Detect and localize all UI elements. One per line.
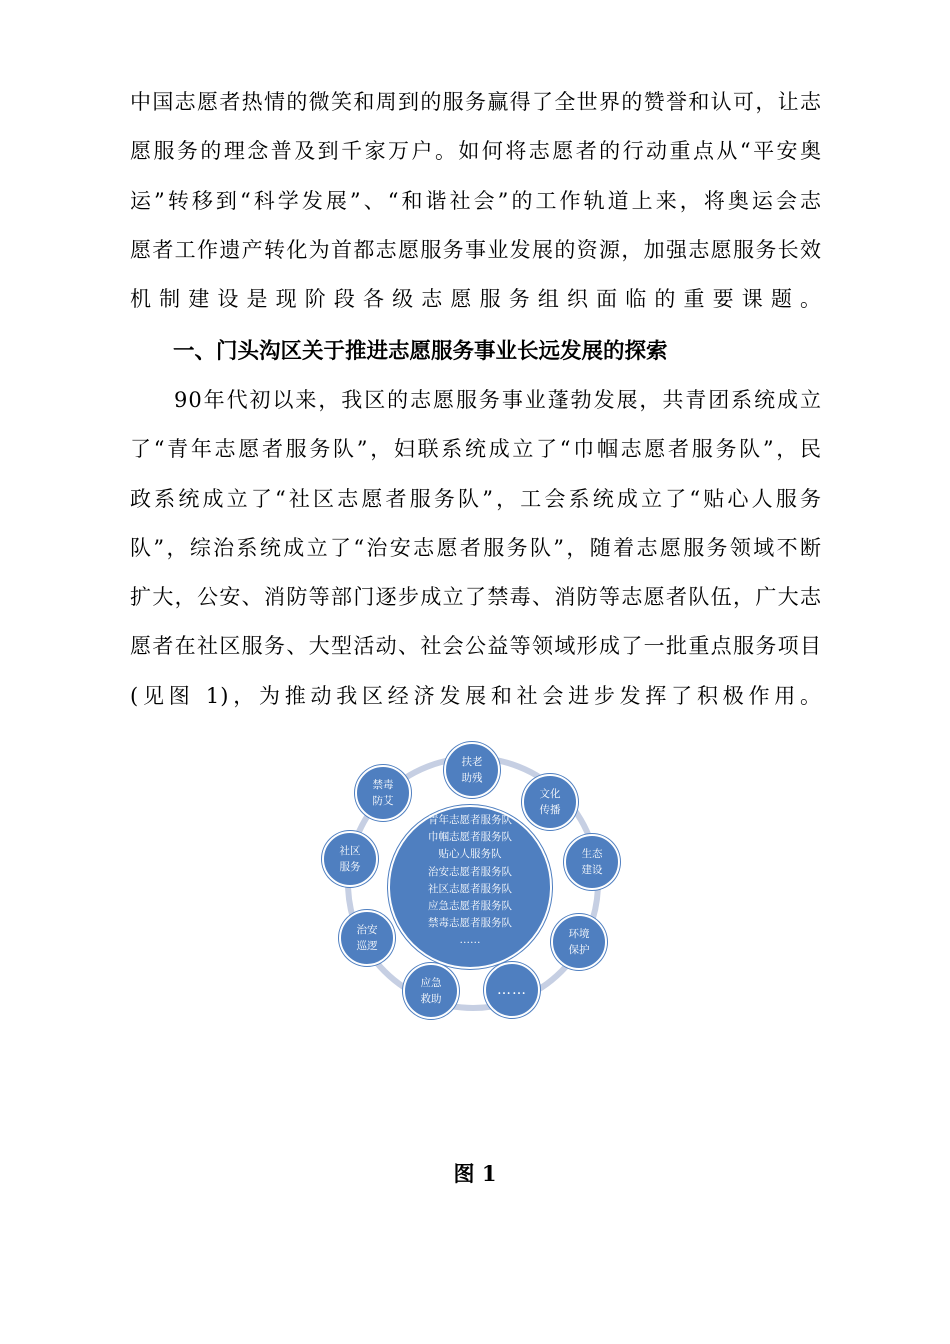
node-label: 救助 xyxy=(420,993,442,1005)
node-label: 禁毒 xyxy=(372,779,394,791)
paragraph-2 xyxy=(130,376,822,721)
node-label: 防艾 xyxy=(372,795,394,807)
text-line: 90年代初以来，我区的志愿服务事业蓬勃发展，共青团系统成立 xyxy=(174,388,822,412)
node-label: 助残 xyxy=(461,772,483,784)
section-heading: 一、门头沟区关于推进志愿服务事业长远发展的探索 xyxy=(173,339,668,364)
node-label: 文化 xyxy=(539,788,561,800)
text-line: 机制建设是现阶段各级志愿服务组织面临的重要课题。 xyxy=(130,287,822,312)
node-label: 生态 xyxy=(581,848,603,860)
node-jindu xyxy=(355,765,411,821)
node-label: 建设 xyxy=(581,864,603,876)
node-label: 巡逻 xyxy=(356,940,378,952)
text-line: 愿服务的理念普及到千家万户。如何将志愿者的行动重点从“平安奥 xyxy=(130,139,822,164)
center-line: 社区志愿者服务队 xyxy=(428,882,512,895)
text-line: 政系统成立了“社区志愿者服务队”，工会系统成立了“贴心人服务 xyxy=(130,486,822,511)
node-label: 社区 xyxy=(339,845,361,857)
center-line: …… xyxy=(459,934,481,947)
text-line: 队”，综治系统成立了“治安志愿者服务队”，随着志愿服务领域不断 xyxy=(130,535,822,560)
node-label: 环境 xyxy=(568,928,590,940)
center-line: 青年志愿者服务队 xyxy=(428,814,512,826)
text-line: 愿者工作遗产转化为首都志愿服务事业发展的资源，加强志愿服务长效 xyxy=(130,237,822,262)
node-label: 治安 xyxy=(356,924,378,936)
node-fulao xyxy=(444,742,500,798)
node-label: …… xyxy=(497,982,527,998)
center-line: 巾帼志愿者服务队 xyxy=(428,831,512,844)
text-line: (见图 1)，为推动我区经济发展和社会进步发挥了积极作用。 xyxy=(130,683,822,708)
text-line: 愿者在社区服务、大型活动、社会公益等领域形成了一批重点服务项目 xyxy=(130,634,822,659)
paragraph-1 xyxy=(130,78,822,324)
node-huanjing xyxy=(551,914,607,970)
node-shengtai xyxy=(564,834,620,890)
text-line: 了“青年志愿者服务队”，妇联系统成立了“巾帼志愿者服务队”，民 xyxy=(130,437,822,462)
text-line: 扩大，公安、消防等部门逐步成立了禁毒、消防等志愿者队伍，广大志 xyxy=(130,585,822,610)
center-line: 贴心人服务队 xyxy=(438,848,502,861)
figure-caption: 图 1 xyxy=(453,1161,497,1186)
node-shequ xyxy=(322,831,378,887)
center-line: 应急志愿者服务队 xyxy=(428,900,512,913)
node-more xyxy=(484,962,540,1018)
node-label: 保护 xyxy=(568,944,590,956)
node-yingji xyxy=(403,963,459,1019)
center-line: 治安志愿者服务队 xyxy=(428,865,512,878)
node-label: 应急 xyxy=(420,977,442,989)
diagram-center-circle xyxy=(388,805,552,969)
node-zhian xyxy=(339,910,395,966)
node-label: 传播 xyxy=(539,804,561,816)
text-line: 运”转移到“科学发展”、“和谐社会”的工作轨道上来，将奥运会志 xyxy=(130,188,822,213)
text-line: 中国志愿者热情的微笑和周到的服务赢得了全世界的赞誉和认可，让志 xyxy=(130,90,822,114)
center-line: 禁毒志愿者服务队 xyxy=(428,917,512,930)
node-wenhua xyxy=(522,774,578,830)
node-label: 扶老 xyxy=(461,756,483,768)
node-label: 服务 xyxy=(339,861,361,873)
volunteer-diagram xyxy=(300,725,650,1035)
